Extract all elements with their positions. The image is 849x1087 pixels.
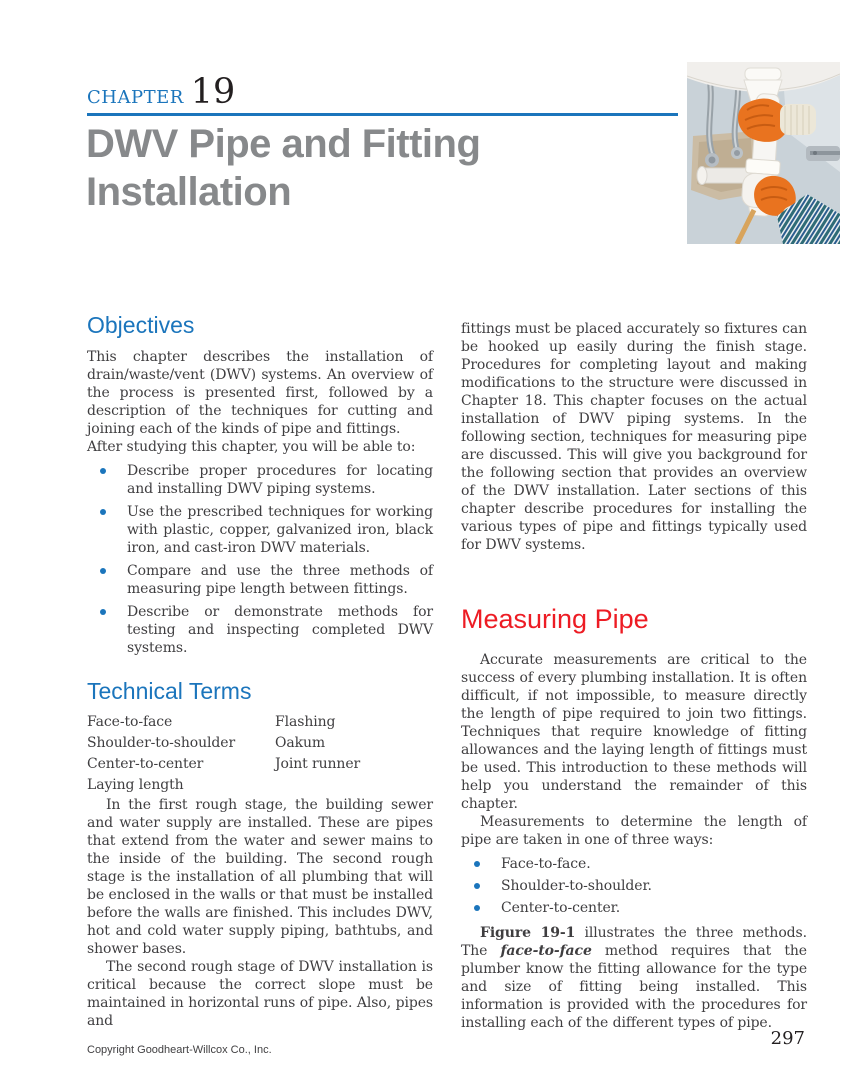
bullet-text: Shoulder-to-shoulder. xyxy=(501,878,652,894)
paragraph: The second rough stage of DWV installation is critical because the correct slope must be maintained in horizontal runs of pipe. Also, pipes and xyxy=(87,959,433,1029)
objectives-intro: This chapter describes the installation of drain/waste/vent (DWV) systems. An overview of the process is presented first, followed by a description of the techniques for cutting and joining each of the kinds of pipe and fittings. xyxy=(87,349,433,437)
term: Joint runner xyxy=(275,756,361,772)
after-studying-line: After studying this chapter, you will be able to: xyxy=(87,439,416,455)
list-item xyxy=(87,562,433,598)
bullet-icon xyxy=(100,509,106,515)
term: Laying length xyxy=(87,777,184,793)
bullet-text: Describe proper procedures for locating and installing DWV piping systems. xyxy=(127,463,433,497)
technical-terms-heading: Technical Terms xyxy=(87,678,252,704)
objectives-heading: Objectives xyxy=(87,312,195,338)
list-item xyxy=(87,462,433,498)
right-column xyxy=(461,312,807,1032)
figure-paragraph xyxy=(461,924,807,1032)
paragraph: Measurements to determine the length of pipe are taken in one of three ways: xyxy=(461,814,807,848)
figure-paragraph-text: method requires that the plumber know the fitting allowance for the type and size of fitting being installed. This information is provided with the procedures for installing each of the different types of pipe. xyxy=(461,943,807,1031)
paragraph: fittings must be placed accurately so fixtures can be hooked up easily during the finish stage. Procedures for completing layout and making modifications to the structure were discussed in Chapter 18. This chapter focuses on the actual installation of DWV piping systems. In the following section, techniques for measuring pipe are discussed. This will give you background for the following section that provides an overview of the DWV installation. Later sections of this chapter describe procedures for installing the various types of pipe and fittings typically used for DWV systems. xyxy=(461,321,807,553)
left-column xyxy=(87,312,433,1030)
methods-bullet-list xyxy=(461,855,807,917)
list-item xyxy=(461,877,807,895)
bullet-icon xyxy=(100,609,106,615)
bullet-icon xyxy=(474,883,480,889)
bullet-icon xyxy=(100,568,106,574)
bullet-text: Use the prescribed techniques for working with plastic, copper, galvanized iron, black iron, and cast-iron DWV materials. xyxy=(127,504,433,556)
chapter-kicker xyxy=(87,72,235,112)
objectives-bullet-list xyxy=(87,462,433,657)
term: Oakum xyxy=(275,735,326,751)
term: Face-to-face xyxy=(87,714,173,730)
term-face-to-face: face-to-face xyxy=(500,943,592,959)
paragraph: In the first rough stage, the building sewer and water supply are installed. These are pipes that extend from the water and sewer mains to the inside of the building. The second rough stage is the installation of all plumbing that will be enclosed in the walls or that must be installed before the walls are finished. This includes DWV, hot and cold water supply piping, bathtubs, and shower bases. xyxy=(87,797,433,957)
list-item xyxy=(461,899,807,917)
page-number: 297 xyxy=(770,1028,805,1049)
list-item xyxy=(87,503,433,557)
technical-terms-list xyxy=(87,712,433,796)
bullet-text: Face-to-face. xyxy=(501,856,591,872)
figure-reference: Figure 19-1 xyxy=(480,925,576,941)
bullet-icon xyxy=(474,905,480,911)
list-item xyxy=(461,855,807,873)
bullet-icon xyxy=(100,468,106,474)
bullet-icon xyxy=(474,861,480,867)
chapter-label: CHAPTER xyxy=(87,87,184,108)
under-sink-photo xyxy=(687,62,840,244)
measuring-pipe-heading: Measuring Pipe xyxy=(461,604,649,634)
page-title xyxy=(86,120,646,216)
bullet-text: Compare and use the three methods of measuring pipe length between fittings. xyxy=(127,563,433,597)
chapter-number: 19 xyxy=(190,72,236,112)
page-title-line2: Installation xyxy=(86,170,292,214)
copyright-line: Copyright Goodheart-Willcox Co., Inc. xyxy=(87,1044,272,1056)
terms-column-1 xyxy=(87,712,275,796)
list-item xyxy=(87,603,433,657)
bullet-text: Describe or demonstrate methods for testing and inspecting completed DWV systems. xyxy=(127,604,433,656)
term: Shoulder-to-shoulder xyxy=(87,735,236,751)
figure-paragraph-text: illustrates the three methods. The xyxy=(461,925,807,959)
header-rule xyxy=(87,113,678,116)
page-title-line1: DWV Pipe and Fitting xyxy=(86,122,481,166)
term: Flashing xyxy=(275,714,336,730)
terms-column-2 xyxy=(275,712,433,796)
paragraph: Accurate measurements are critical to the success of every plumbing installation. It is often difficult, if not impossible, to measure directly the length of pipe required to join two fittings. Techniques that require knowledge of fitting allowances and the laying length of fittings must be used. This introduction to these methods will help you understand the remainder of this chapter. xyxy=(461,652,807,812)
term: Center-to-center xyxy=(87,756,204,772)
bullet-text: Center-to-center. xyxy=(501,900,621,916)
